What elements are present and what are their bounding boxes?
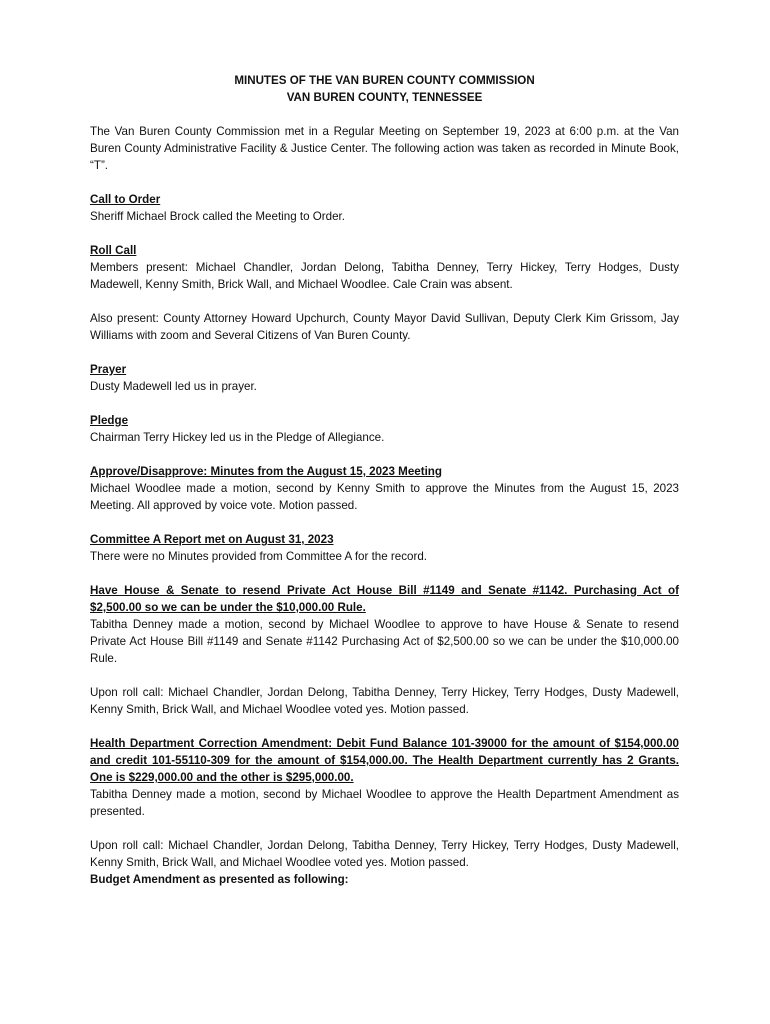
section-prayer xyxy=(90,361,679,395)
roll-call-heading: Roll Call xyxy=(90,244,137,257)
minutes-approval-text: Michael Woodlee made a motion, second by Kenny Smith to approve the Minutes from the August 15, 2023 Meeting. All approved by voice vote. Motion passed. xyxy=(90,482,679,512)
committee-a-heading: Committee A Report met on August 31, 2023 xyxy=(90,533,334,546)
section-roll-call xyxy=(90,242,679,293)
section-committee-a xyxy=(90,531,679,565)
health-department-heading: Health Department Correction Amendment: Debit Fund Balance 101-39000 for the amount of $154,000.00 and credit 101-55110-309 for the amount of $154,000.00. The Health Department currently has 2 Grants. One is $229,000.00 and the other is $295,000.00. xyxy=(90,737,679,784)
section-health-department xyxy=(90,735,679,820)
minutes-approval-heading: Approve/Disapprove: Minutes from the August 15, 2023 Meeting xyxy=(90,465,442,478)
call-to-order-text: Sheriff Michael Brock called the Meeting to Order. xyxy=(90,210,345,223)
house-senate-roll-call: Upon roll call: Michael Chandler, Jordan Delong, Tabitha Denney, Terry Hickey, Terry Hodges, Dusty Madewell, Kenny Smith, Brick Wall, and Michael Woodlee voted yes. Motion passed. xyxy=(90,686,679,716)
prayer-text: Dusty Madewell led us in prayer. xyxy=(90,380,257,393)
section-minutes-approval xyxy=(90,463,679,514)
health-department-vote xyxy=(90,837,679,888)
section-pledge xyxy=(90,412,679,446)
house-senate-motion: Tabitha Denney made a motion, second by Michael Woodlee to approve to have House & Senate to resend Private Act House Bill #1149 and Senate #1142 Purchasing Act of $2,500.00 so we can be under the $10,000.00 Rule. xyxy=(90,618,679,665)
health-department-motion: Tabitha Denney made a motion, second by Michael Woodlee to approve the Health Department Amendment as presented. xyxy=(90,788,679,818)
call-to-order-heading: Call to Order xyxy=(90,193,161,206)
title-line-2: VAN BUREN COUNTY, TENNESSEE xyxy=(286,91,483,104)
prayer-heading: Prayer xyxy=(90,363,127,376)
intro-paragraph: The Van Buren County Commission met in a Regular Meeting on September 19, 2023 at 6:00 p.m. at the Van Buren County Administrative Facility & Justice Center. The following action was taken as recorded in Minute Book, “T”. xyxy=(90,125,679,172)
also-present-paragraph: Also present: County Attorney Howard Upchurch, County Mayor David Sullivan, Deputy Clerk Kim Grissom, Jay Williams with zoom and Several Citizens of Van Buren County. xyxy=(90,312,679,342)
budget-amendment-line: Budget Amendment as presented as following: xyxy=(90,873,349,886)
section-call-to-order xyxy=(90,191,679,225)
title-line-1: MINUTES OF THE VAN BUREN COUNTY COMMISSION xyxy=(234,74,535,87)
house-senate-heading: Have House & Senate to resend Private Act House Bill #1149 and Senate #1142. Purchasing Act of $2,500.00 so we can be under the $10,000.00 Rule. xyxy=(90,584,679,614)
minutes-document xyxy=(90,72,679,888)
pledge-heading: Pledge xyxy=(90,414,129,427)
health-department-roll-call: Upon roll call: Michael Chandler, Jordan Delong, Tabitha Denney, Terry Hickey, Terry Hodges, Dusty Madewell, Kenny Smith, Brick Wall, and Michael Woodlee voted yes. Motion passed. xyxy=(90,839,679,869)
committee-a-text: There were no Minutes provided from Committee A for the record. xyxy=(90,550,428,563)
document-title xyxy=(90,72,679,106)
pledge-text: Chairman Terry Hickey led us in the Pledge of Allegiance. xyxy=(90,431,385,444)
roll-call-members: Members present: Michael Chandler, Jordan Delong, Tabitha Denney, Terry Hickey, Terry Hodges, Dusty Madewell, Kenny Smith, Brick Wall, and Michael Woodlee. Cale Crain was absent. xyxy=(90,261,679,291)
section-house-senate xyxy=(90,582,679,667)
